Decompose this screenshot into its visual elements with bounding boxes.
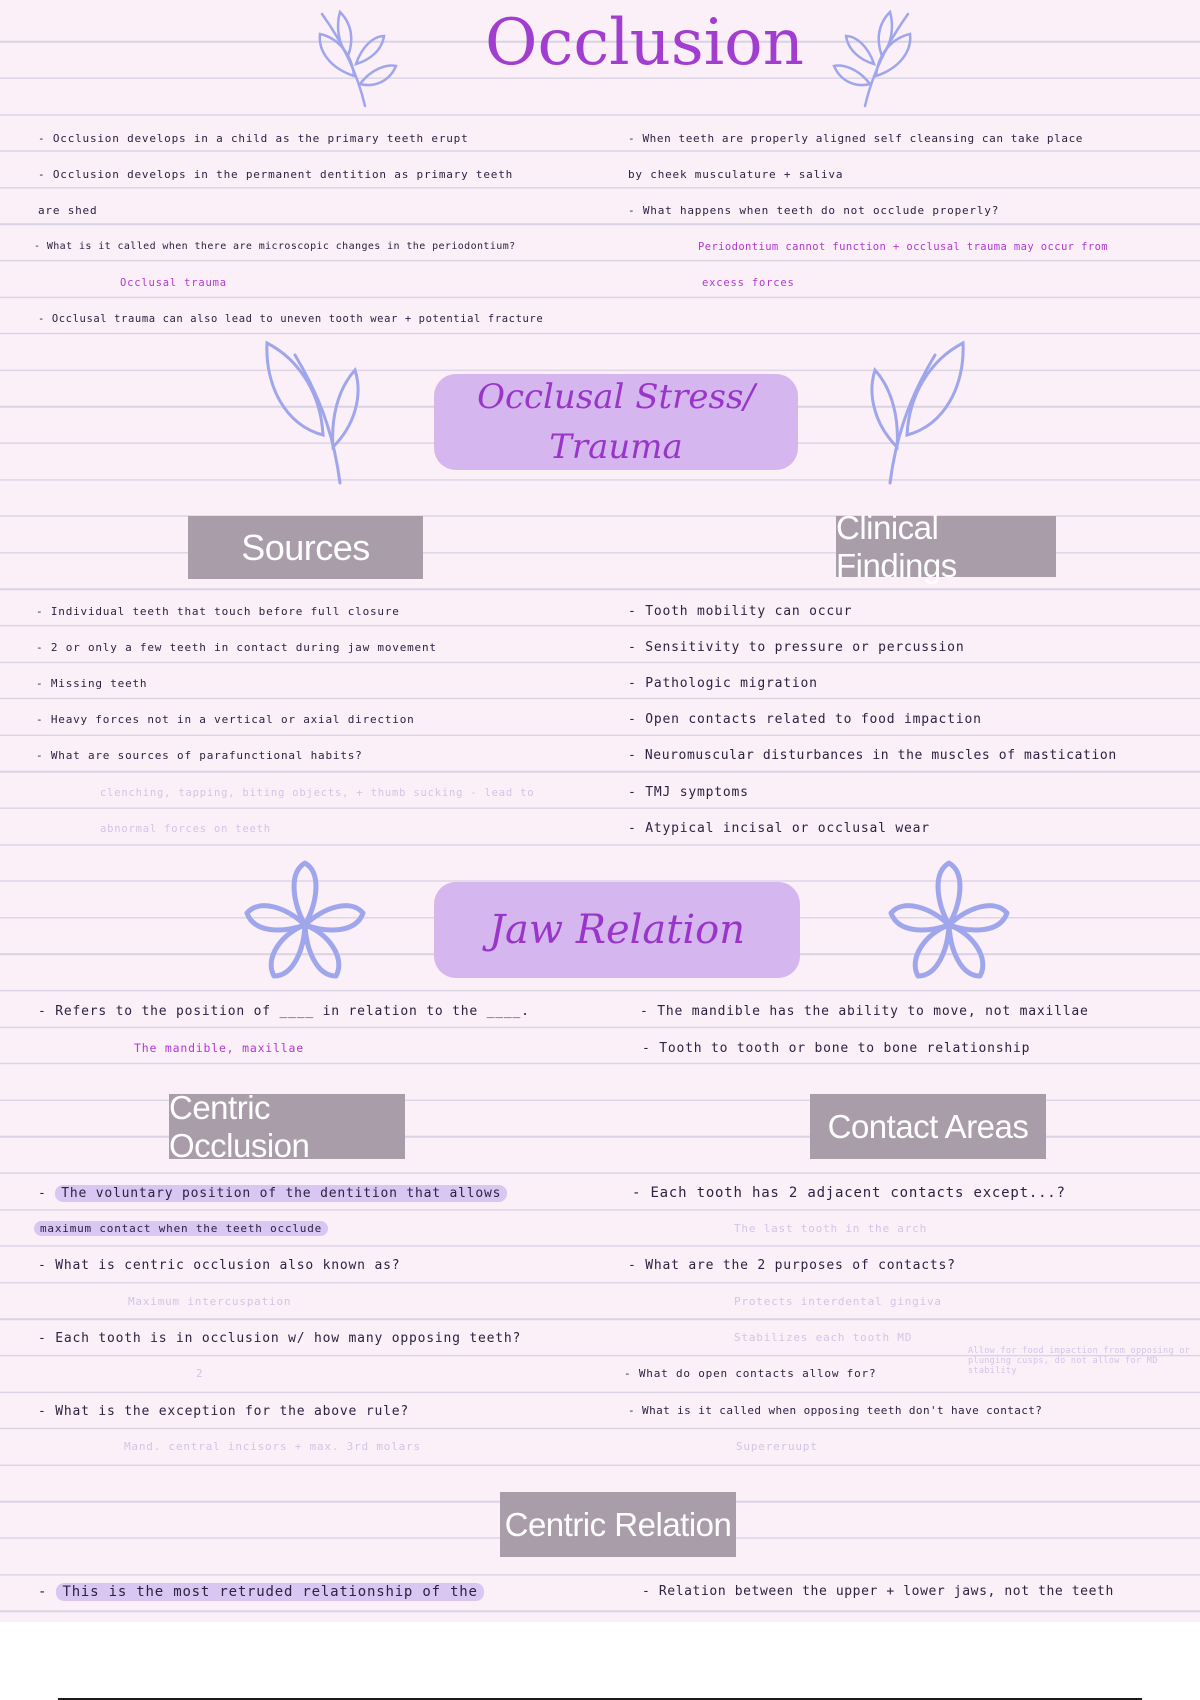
answer-text: Protects interdental gingiva	[734, 1295, 942, 1308]
note-line: - Refers to the position of ____ in relation to the ____.	[38, 1004, 530, 1019]
answer-text: Maximum intercuspation	[128, 1295, 292, 1308]
answer-text: excess forces	[702, 277, 795, 289]
answer-text: abnormal forces on teeth	[100, 823, 271, 835]
note-line: - What do open contacts allow for?	[624, 1367, 877, 1380]
note-line: - Each tooth is in occlusion w/ how many opposing teeth?	[38, 1331, 522, 1346]
note-line: - What is it called when opposing teeth don't have contact?	[628, 1404, 1043, 1417]
page-footer-area	[0, 1622, 1200, 1700]
list-item: - Individual teeth that touch before full closure	[36, 605, 400, 618]
leaf-sprig-icon	[830, 6, 920, 111]
label-clinical-findings: Clinical Findings	[836, 516, 1056, 577]
flower-icon	[882, 858, 1017, 993]
answer-text: clenching, tapping, biting objects, + thumb sucking - lead to	[100, 787, 535, 799]
note-line: - Occlusion develops in the permanent dentition as primary teeth	[38, 168, 514, 181]
answer-text: Supereruupt	[736, 1440, 818, 1453]
flower-icon	[238, 858, 373, 993]
answer-text: The mandible, maxillae	[134, 1041, 304, 1055]
leaf-sprig-icon	[310, 6, 400, 111]
note-line: - The voluntary position of the dentition that allows	[38, 1186, 507, 1201]
section-heading-line: Occlusal Stress/	[477, 377, 755, 417]
list-item: - Sensitivity to pressure or percussion	[628, 640, 965, 655]
note-line: - What are the 2 purposes of contacts?	[628, 1258, 956, 1273]
answer-text: Stabilizes each tooth MD	[734, 1331, 913, 1344]
note-line	[34, 1222, 328, 1235]
note-line: - What is the exception for the above rule?	[38, 1404, 409, 1419]
note-line: - What happens when teeth do not occlude properly?	[628, 204, 1000, 217]
list-item: - Heavy forces not in a vertical or axial direction	[36, 713, 415, 726]
page-title: Occlusion	[485, 6, 804, 80]
highlighted-text: The voluntary position of the dentition that allows	[55, 1185, 507, 1202]
list-item: - Atypical incisal or occlusal wear	[628, 821, 930, 836]
answer-text: Periodontium cannot function + occlusal trauma may occur from	[698, 241, 1109, 253]
answer-text: The last tooth in the arch	[734, 1222, 927, 1235]
note-line: by cheek musculature + saliva	[628, 168, 844, 181]
note-line: - Occlusal trauma can also lead to uneven tooth wear + potential fracture	[38, 313, 544, 325]
leaf-branch-icon	[860, 335, 975, 485]
note-line: - Each tooth has 2 adjacent contacts except...?	[632, 1185, 1066, 1201]
label-contact-areas: Contact Areas	[810, 1094, 1046, 1159]
list-item: - 2 or only a few teeth in contact during jaw movement	[36, 641, 437, 654]
section-heading-occlusal-stress	[434, 374, 798, 470]
answer-text: Allow for food impaction from opposing or plunging cusps, do not allow for MD stability	[968, 1346, 1191, 1376]
section-heading-jaw-relation: Jaw Relation	[434, 882, 800, 978]
highlighted-text: This is the most retruded relationship of the	[56, 1583, 483, 1601]
note-line: - Relation between the upper + lower jaws, not the teeth	[642, 1584, 1114, 1599]
answer-text: Mand. central incisors + max. 3rd molars	[124, 1440, 421, 1453]
note-line: are shed	[38, 204, 98, 217]
note-line: - When teeth are properly aligned self cleansing can take place	[628, 132, 1084, 145]
list-item: - Open contacts related to food impaction	[628, 712, 982, 727]
label-centric-relation: Centric Relation	[500, 1492, 736, 1557]
list-item: - Neuromuscular disturbances in the muscles of mastication	[628, 748, 1117, 763]
note-line: - Occlusion develops in a child as the primary teeth erupt	[38, 132, 469, 145]
list-item: - What are sources of parafunctional habits?	[36, 749, 363, 762]
answer-text: Occlusal trauma	[120, 277, 227, 289]
highlighted-text: maximum contact when the teeth occlude	[34, 1221, 328, 1236]
answer-text: 2	[196, 1367, 204, 1380]
note-line: - The mandible has the ability to move, not maxillae	[640, 1004, 1089, 1019]
note-line: - What is it called when there are microscopic changes in the periodontium?	[34, 241, 516, 252]
list-item: - TMJ symptoms	[628, 785, 749, 800]
list-item: - Missing teeth	[36, 677, 148, 690]
label-centric-occlusion: Centric Occlusion	[169, 1094, 405, 1159]
list-item: - Pathologic migration	[628, 676, 818, 691]
section-heading-line: Trauma	[549, 427, 683, 467]
divider	[58, 1698, 1142, 1700]
leaf-branch-icon	[255, 335, 370, 485]
label-sources: Sources	[188, 516, 423, 579]
note-line: - Tooth to tooth or bone to bone relationship	[642, 1041, 1031, 1056]
note-line: - What is centric occlusion also known as?	[38, 1258, 401, 1273]
list-item: - Tooth mobility can occur	[628, 604, 853, 619]
note-line: - This is the most retruded relationship of the	[38, 1584, 484, 1600]
